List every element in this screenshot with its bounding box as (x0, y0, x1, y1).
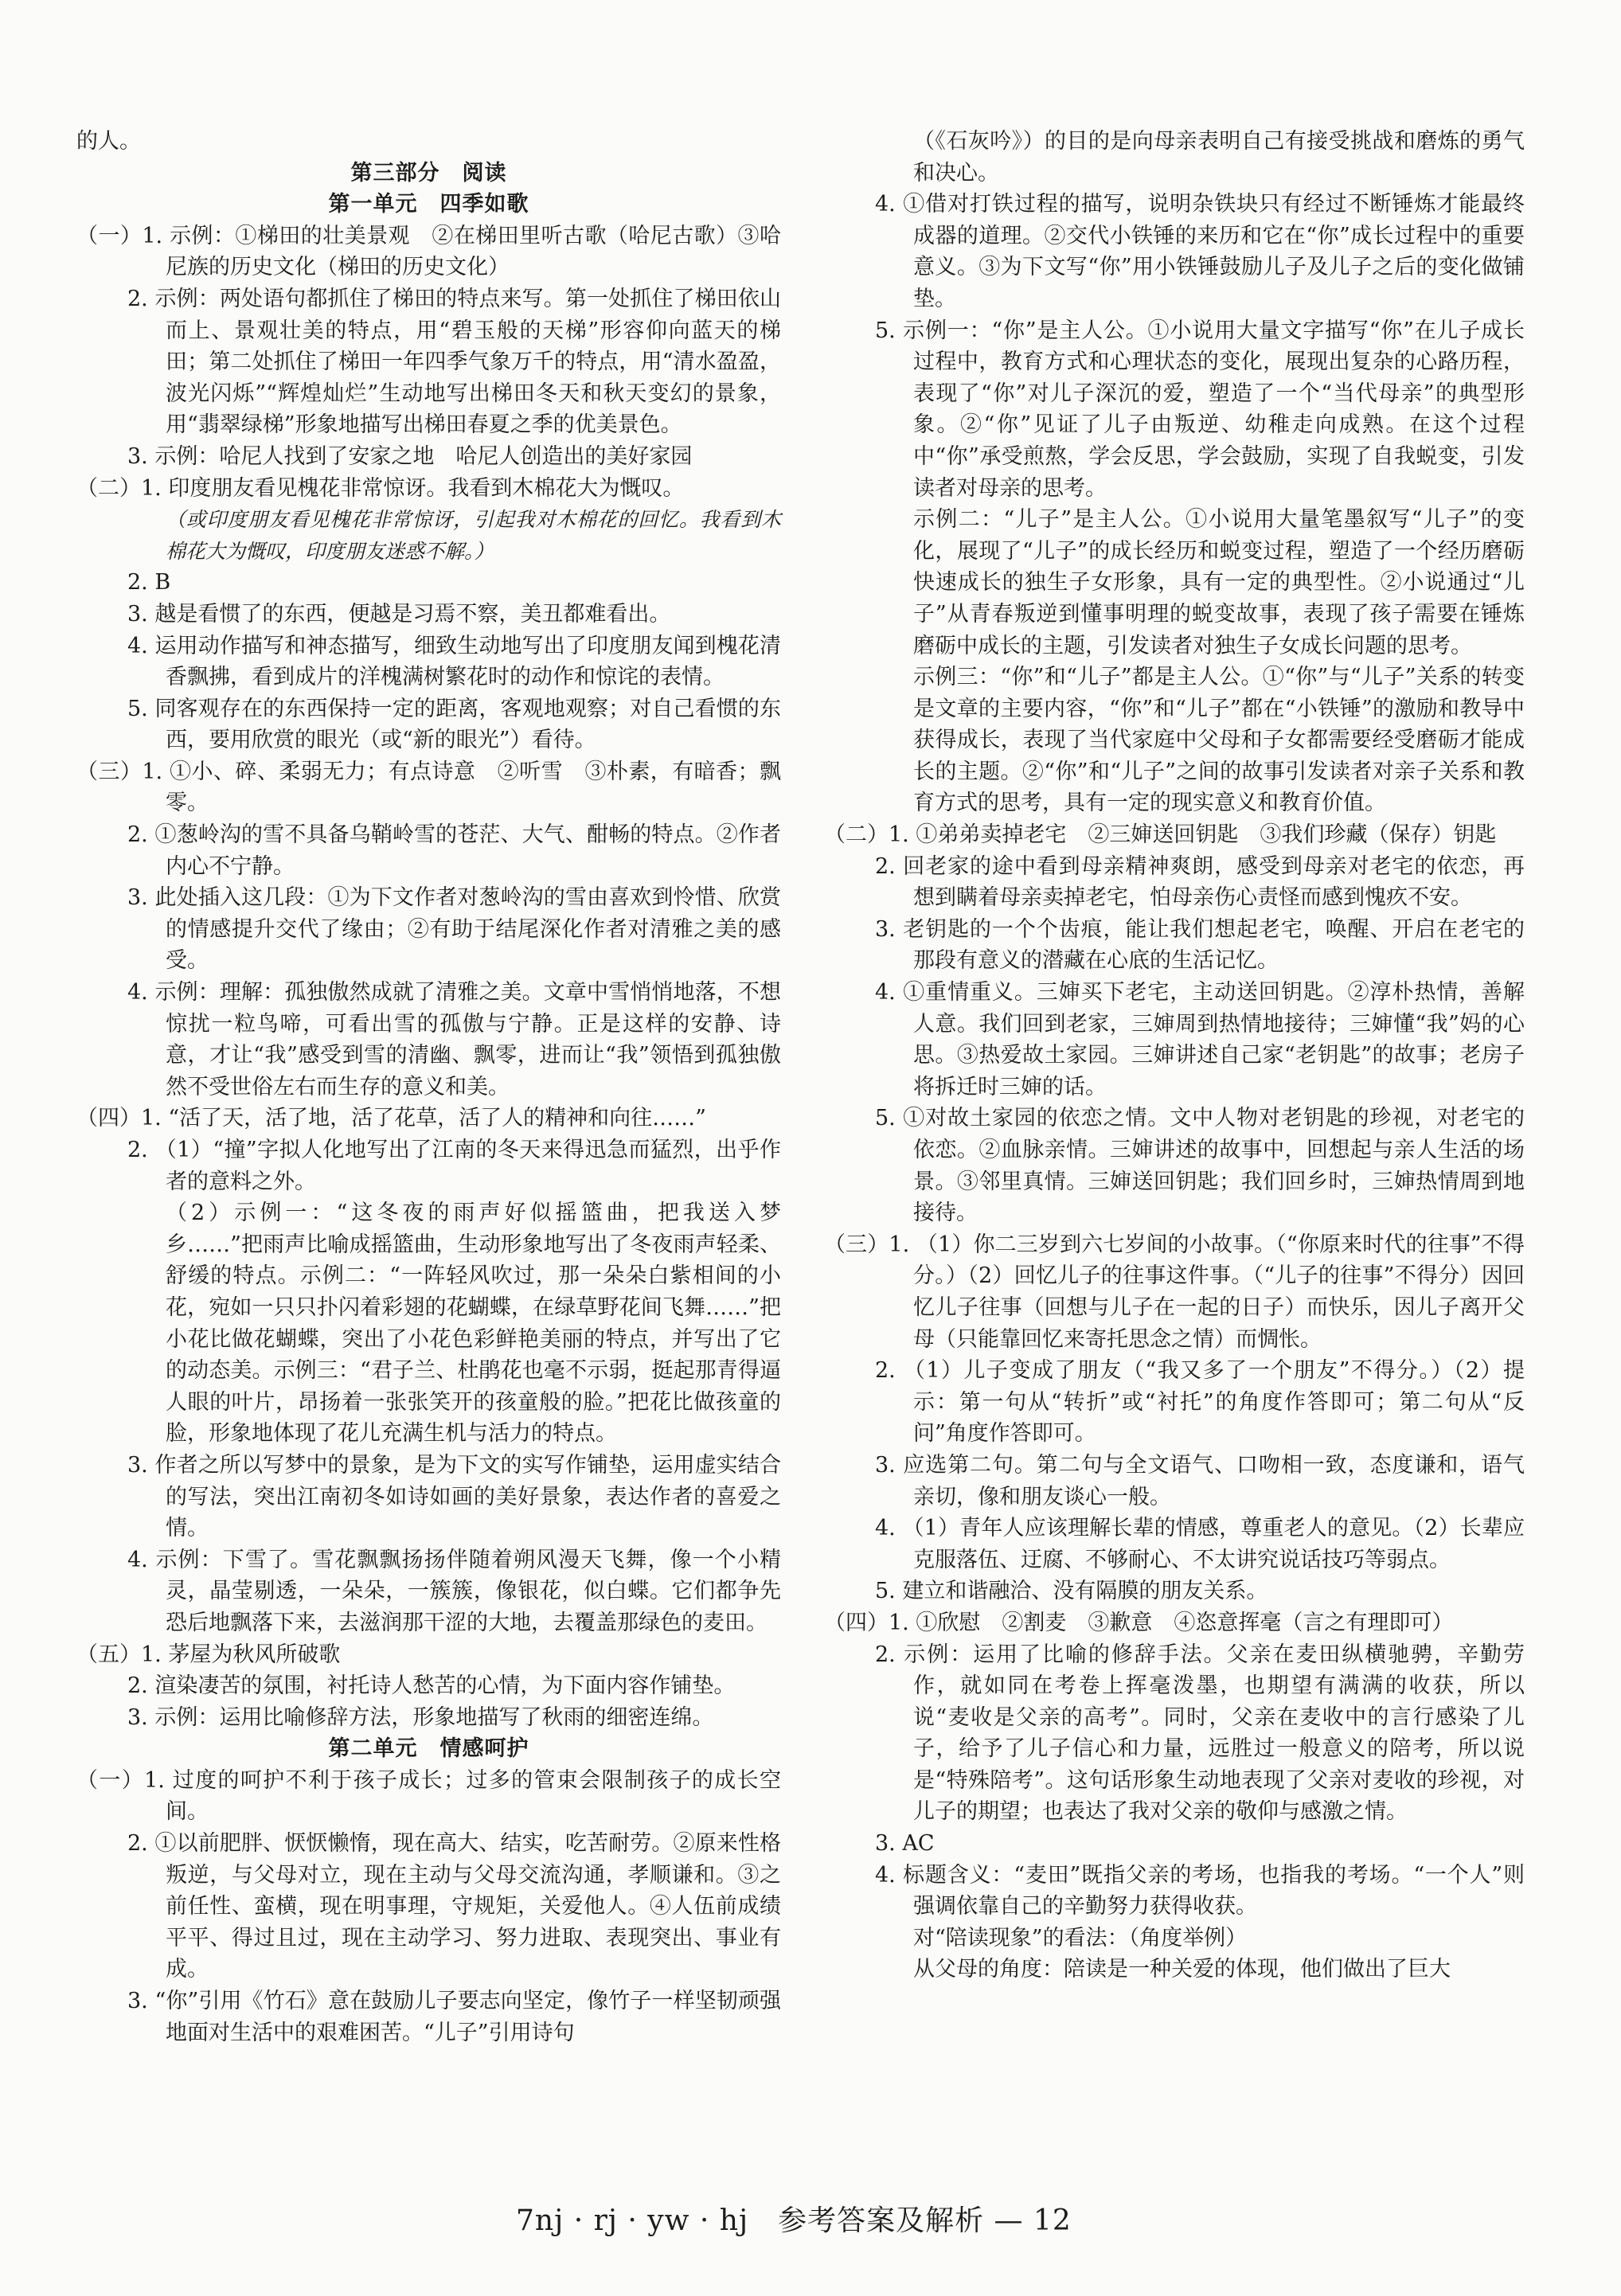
right-para-10: （三）1. （1）你二三岁到六七岁间的小故事。（“你原来时代的往事”不得分。）（2）回忆儿子的往事这件事。（“儿子的往事”不得分）因回忆儿子往事（回想与儿子在一起的日子）而快乐，因儿子离开父母（只能靠回忆来寄托思念之情）而惆怅。 (824, 1232, 1525, 1352)
right-para-2: 5. 示例一：“你”是主人公。①小说用大量文字描写“你”在儿子成长过程中，教育方式和心理状态的变化，展现出复杂的心路历程，表现了“你”对儿子深沉的爱，塑造了一个“当代母亲”的典型形象。②“你”见证了儿子由叛逆、幼稚走向成熟。在这个过程中“你”承受煎熬，学会反思，学会鼓励，实现了自我蜕变，引发读者对母亲的思考。 (875, 318, 1525, 501)
right-para-13: 4. （1）青年人应该理解长辈的情感，尊重老人的意见。（2）长辈应克服落伍、迂腐、不够耐心、不太讲究说话技巧等弱点。 (875, 1516, 1525, 1572)
left-para-24: 第二单元 情感呵护 (328, 1736, 529, 1762)
right-para-14: 5. 建立和谐融洽、没有隔膜的朋友关系。 (875, 1579, 1268, 1604)
left-para-1: 第三部分 阅读 (350, 160, 507, 185)
left-para-21: （五）1. 茅屋为秋风所破歌 (76, 1642, 341, 1667)
right-para-17: 3. AC (875, 1831, 935, 1857)
right-para-4: 示例三：“你”和“儿子”都是主人公。①“你”与“儿子”关系的转变是文章的主要内容，“你”和“儿子”都在“小铁锤”的激励和教导中获得成长，表现了当代家庭中父母和子女都需要经受磨砺才能成长的主题。②“你”和“儿子”之间的故事引发读者对亲子关系和教育方式的思考，具有一定的现实意义和教育价值。 (913, 665, 1525, 816)
page-footer: 7nj · rj · yw · hj 参考答案及解析 — 12 (516, 2204, 1072, 2237)
left-para-18: （2）示例一：“这冬夜的雨声好似摇篮曲，把我送入梦乡……”把雨声比喻成摇篮曲，生动形象地写出了冬夜雨声轻柔、舒缓的特点。示例二：“一阵轻风吹过，那一朵朵白紫相间的小花，宛如一只只扑闪着彩翅的花蝴蝶，在绿草野花间飞舞……”把小花比做花蝴蝶，突出了小花色彩鲜艳美丽的特点，并写出了它的动态美。示例三：“君子兰、杜鹃花也毫不示弱，挺起那青得逼人眼的叶片，昂扬着一张张笑开的孩童般的脸。”把花比做孩童的脸，形象地体现了花儿充满生机与活力的特点。 (166, 1201, 781, 1447)
left-para-3: （一）1. 示例：①梯田的壮美景观 ②在梯田里听古歌（哈尼古歌）③哈尼族的历史文化（梯田的历史文化） (76, 223, 781, 280)
right-para-3: 示例二：“儿子”是主人公。①小说用大量笔墨叙写“儿子”的变化，展现了“儿子”的成长经历和蜕变过程，塑造了一个经历磨砺快速成长的独生子女形象，具有一定的典型性。②小说通过“儿子”从青春叛逆到懂事明理的蜕变故事，表现了孩子需要在锤炼磨砺中成长的主题，引发读者对独生子女成长问题的思考。 (913, 507, 1525, 658)
left-para-5: 3. 示例：哈尼人找到了安家之地 哈尼人创造出的美好家园 (127, 443, 693, 469)
right-column (824, 126, 1525, 1986)
left-para-11: 5. 同客观存在的东西保持一定的距离，客观地观察；对自己看惯的东西，要用欣赏的眼光（或“新的眼光”）看待。 (127, 696, 781, 753)
left-para-23: 3. 示例：运用比喻修辞方法，形象地描写了秋雨的细密连绵。 (127, 1704, 714, 1730)
right-para-12: 3. 应选第二句。第二句与全文语气、口吻相一致，态度谦和，语气亲切，像和朋友谈心一般。 (875, 1452, 1525, 1509)
left-para-8: 2. B (127, 570, 171, 595)
left-para-25: （一）1. 过度的呵护不利于孩子成长；过多的管束会限制孩子的成长空间。 (76, 1767, 781, 1825)
left-para-4: 2. 示例：两处语句都抓住了梯田的特点来写。第一处抓住了梯田依山而上、景观壮美的特点，用“碧玉般的天梯”形容仰向蓝天的梯田；第二处抓住了梯田一年四季气象万千的特点，用“清水盈盈，波光闪烁”“辉煌灿烂”生动地写出梯田冬天和秋天变幻的景象，用“翡翠绿梯”形象地描写出梯田春夏之季的优美景色。 (127, 286, 781, 438)
left-para-20: 4. 示例：下雪了。雪花飘飘扬扬伴随着朔风漫天飞舞，像一个小精灵，晶莹剔透，一朵朵，一簇簇，像银花，似白蝶。它们都争先恐后地飘落下来，去滋润那干涩的大地，去覆盖那绿色的麦田。 (127, 1547, 781, 1635)
right-para-15: （四）1. ①欣慰 ②割麦 ③歉意 ④恣意挥毫（言之有理即可） (824, 1610, 1454, 1635)
left-para-6: （二）1. 印度朋友看见槐花非常惊讶。我看到木棉花大为慨叹。 (76, 475, 685, 501)
right-para-11: 2. （1）儿子变成了朋友（“我又多了一个朋友”不得分。）（2）提示：第一句从“转折”或“衬托”的角度作答即可；第二句从“反问”角度作答即可。 (875, 1358, 1525, 1447)
left-para-2: 第一单元 四季如歌 (328, 192, 529, 217)
left-para-22: 2. 渲染凄苦的氛围，衬托诗人愁苦的心情，为下面内容作铺垫。 (127, 1673, 736, 1699)
left-para-15: 4. 示例：理解：孤独傲然成就了清雅之美。文章中雪悄悄地落，不想惊扰一粒鸟啼，可看出雪的孤傲与宁静。正是这样的安静、诗意，才让“我”感受到雪的清幽、飘零，进而让“我”领悟到孤独傲然不受世俗左右而生存的意义和美。 (127, 980, 781, 1099)
right-para-20: 从父母的角度：陪读是一种关爱的体现，他们做出了巨大 (913, 1957, 1451, 1982)
right-para-0: （《石灰吟》）的目的是向母亲表明自己有接受挑战和磨炼的勇气和决心。 (913, 129, 1525, 185)
left-para-27: 3. “你”引用《竹石》意在鼓励儿子要志向坚定，像竹子一样坚韧顽强地面对生活中的艰难困苦。“儿子”引用诗句 (127, 1989, 781, 2045)
left-para-13: 2. ①葱岭沟的雪不具备乌鞘岭雪的苍茫、大气、酣畅的特点。②作者内心不宁静。 (127, 822, 781, 879)
right-para-18: 4. 标题含义：“麦田”既指父亲的考场，也指我的考场。“一个人”则强调依靠自己的辛勤努力获得收获。 (875, 1862, 1525, 1919)
left-para-19: 3. 作者之所以写梦中的景象，是为下文的实写作铺垫，运用虚实结合的写法，突出江南初冬如诗如画的美好景象，表达作者的喜爱之情。 (127, 1452, 781, 1541)
right-para-6: 2. 回老家的途中看到母亲精神爽朗，感受到母亲对老宅的依恋，再想到瞒着母亲卖掉老宅，怕母亲伤心责怪而感到愧疚不安。 (875, 853, 1525, 911)
right-para-19: 对“陪读现象”的看法：（角度举例） (913, 1925, 1248, 1950)
left-para-26: 2. ①以前肥胖、恹恹懒惰，现在高大、结实，吃苦耐劳。②原来性格叛逆，与父母对立，现在主动与父母交流沟通，孝顺谦和。③之前任性、蛮横，现在明事理，守规矩，关爱他人。④人伍前成绩平平、得过且过，现在主动学习、努力进取、表现突出、事业有成。 (127, 1831, 781, 1982)
right-para-16: 2. 示例：运用了比喻的修辞手法。父亲在麦田纵横驰骋，辛勤劳作，就如同在考卷上挥毫泼墨，也期望有满满的收获，所以说“麦收是父亲的高考”。同时，父亲在麦收中的言行感染了儿子，给予了儿子信心和力量，远胜过一般意义的陪考，所以说是“特殊陪考”。这句话形象生动地表现了父亲对麦收的珍视，对儿子的期望；也表达了我对父亲的敬仰与感激之情。 (875, 1642, 1525, 1825)
left-column (76, 126, 781, 2048)
right-para-7: 3. 老钥匙的一个个齿痕，能让我们想起老宅，唤醒、开启在老宅的那段有意义的潜藏在心底的生活记忆。 (875, 916, 1525, 974)
left-para-10: 4. 运用动作描写和神态描写，细致生动地写出了印度朋友闻到槐花清香飘拂，看到成片的洋槐满树繁花时的动作和惊诧的表情。 (127, 633, 781, 690)
right-para-1: 4. ①借对打铁过程的描写，说明杂铁块只有经过不断锤炼才能最终成器的道理。②交代小铁锤的来历和它在“你”成长过程中的重要意义。③为下文写“你”用小铁锤鼓励儿子及儿子之后的变化做铺垫。 (875, 192, 1525, 311)
right-para-5: （二）1. ①弟弟卖掉老宅 ②三婶送回钥匙 ③我们珍藏（保存）钥匙 (824, 822, 1497, 848)
left-para-0: 的人。 (76, 129, 141, 154)
left-para-9: 3. 越是看惯了的东西，便越是习焉不察，美丑都难看出。 (127, 601, 671, 627)
left-para-7: （或印度朋友看见槐花非常惊讶，引起我对木棉花的回忆。我看到木棉花大为慨叹，印度朋友迷惑不解。） (166, 508, 781, 563)
right-para-8: 4. ①重情重义。三婶买下老宅，主动送回钥匙。②淳朴热情，善解人意。我们回到老家，三婶周到热情地接待；三婶懂“我”妈的心思。③热爱故土家园。三婶讲述自己家“老钥匙”的故事；老房子将拆迁时三婶的话。 (875, 980, 1525, 1099)
right-para-9: 5. ①对故土家园的依恋之情。文中人物对老钥匙的珍视，对老宅的依恋。②血脉亲情。三婶讲述的故事中，回想起与亲人生活的场景。③邻里真情。三婶送回钥匙；我们回乡时，三婶热情周到地接待。 (875, 1106, 1525, 1226)
left-para-12: （三）1. ①小、碎、柔弱无力；有点诗意 ②听雪 ③朴素，有暗香；飘零。 (76, 759, 781, 816)
left-para-17: 2. （1）“撞”字拟人化地写出了江南的冬天来得迅急而猛烈，出乎作者的意料之外。 (127, 1138, 781, 1194)
left-para-14: 3. 此处插入这几段：①为下文作者对葱岭沟的雪由喜欢到怜惜、欣赏的情感提升交代了缘由；②有助于结尾深化作者对清雅之美的感受。 (127, 885, 781, 974)
left-para-16: （四）1. “活了天，活了地，活了花草，活了人的精神和向往……” (76, 1106, 706, 1131)
